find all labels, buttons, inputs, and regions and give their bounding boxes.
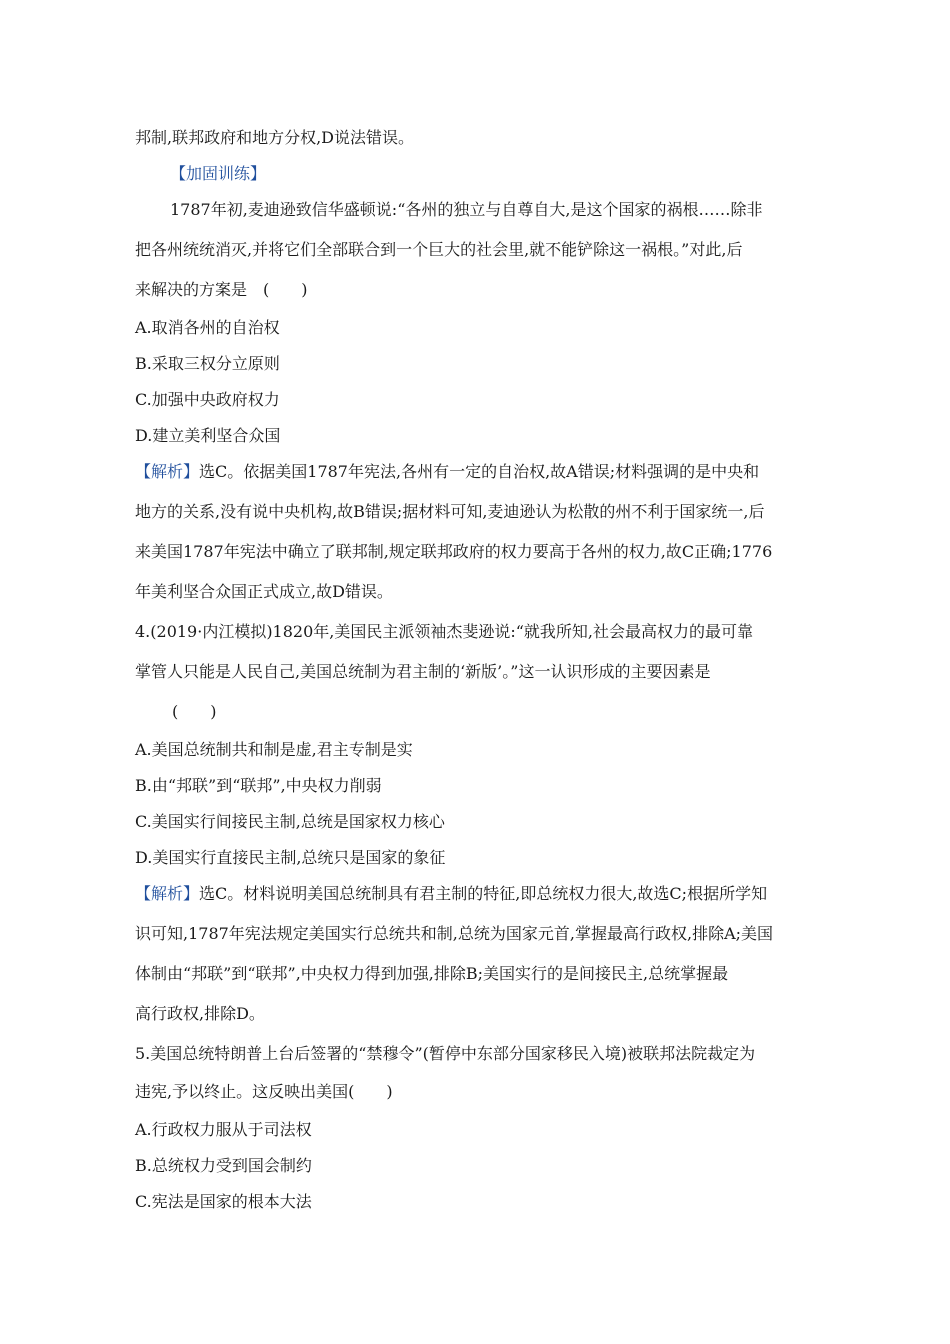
q4-option-d: D.美国实行直接民主制,总统只是国家的象征 [135, 848, 446, 867]
q3-analysis-line: 年美利坚合众国正式成立,故D错误。 [135, 582, 393, 601]
q3-analysis-line [135, 462, 759, 482]
analysis-tag: 【解析】 [135, 462, 200, 481]
q4-analysis-line [135, 884, 767, 904]
analysis-text: 选C。依据美国1787年宪法,各州有一定的自治权,故A错误;材料强调的是中央和 [199, 462, 760, 481]
q4-option-c: C.美国实行间接民主制,总统是国家权力核心 [135, 812, 445, 831]
analysis-text: 选C。材料说明美国总统制具有君主制的特征,即总统权力很大,故选C;根据所学知 [199, 884, 768, 903]
continued-text: 邦制,联邦政府和地方分权,D说法错误。 [135, 128, 415, 147]
q3-option-c: C.加强中央政府权力 [135, 390, 280, 409]
q3-analysis-line: 地方的关系,没有说中央机构,故B错误;据材料可知,麦迪逊认为松散的州不利于国家统一,后 [135, 502, 765, 521]
q3-analysis-line: 来美国1787年宪法中确立了联邦制,规定联邦政府的权力要高于各州的权力,故C正确;1776 [135, 542, 773, 561]
q4-analysis-line: 识可知,1787年宪法规定美国实行总统共和制,总统为国家元首,掌握最高行政权,排除A;美国 [135, 924, 774, 943]
q4-analysis-line: 高行政权,排除D。 [135, 1004, 265, 1023]
q4-option-b: B.由“邦联”到“联邦”,中央权力削弱 [135, 776, 382, 795]
q3-stem-line: 把各州统统消灭,并将它们全部联合到一个巨大的社会里,就不能铲除这一祸根。”对此,后 [135, 240, 743, 259]
q3-stem-line: 来解决的方案是 ( ) [135, 280, 308, 299]
q3-option-d: D.建立美利坚合众国 [135, 426, 281, 445]
q5-option-b: B.总统权力受到国会制约 [135, 1156, 312, 1175]
q4-stem-line: 4.(2019·内江模拟)1820年,美国民主派领袖杰斐逊说:“就我所知,社会最高权力的最可靠 [135, 622, 754, 641]
q3-option-a: A.取消各州的自治权 [135, 318, 280, 337]
q3-option-b: B.采取三权分立原则 [135, 354, 280, 373]
q3-stem-line: 1787年初,麦迪逊致信华盛顿说:“各州的独立与自尊自大,是这个国家的祸根……除非 [170, 200, 763, 219]
q5-option-c: C.宪法是国家的根本大法 [135, 1192, 312, 1211]
q4-option-a: A.美国总统制共和制是虚,君主专制是实 [135, 740, 413, 759]
analysis-tag: 【解析】 [135, 884, 200, 903]
q5-option-a: A.行政权力服从于司法权 [135, 1120, 312, 1139]
q4-analysis-line: 体制由“邦联”到“联邦”,中央权力得到加强,排除B;美国实行的是间接民主,总统掌握最 [135, 964, 729, 983]
q5-stem-line: 5.美国总统特朗普上台后签署的“禁穆令”(暂停中东部分国家移民入境)被联邦法院裁定为 [135, 1044, 756, 1063]
section-tag: 【加固训练】 [170, 164, 267, 183]
q4-stem-line: ( ) [172, 702, 217, 721]
q4-stem-line: 掌管人只能是人民自己,美国总统制为君主制的‘新版’。”这一认识形成的主要因素是 [135, 662, 711, 681]
q5-stem-line: 违宪,予以终止。这反映出美国( ) [135, 1082, 393, 1101]
